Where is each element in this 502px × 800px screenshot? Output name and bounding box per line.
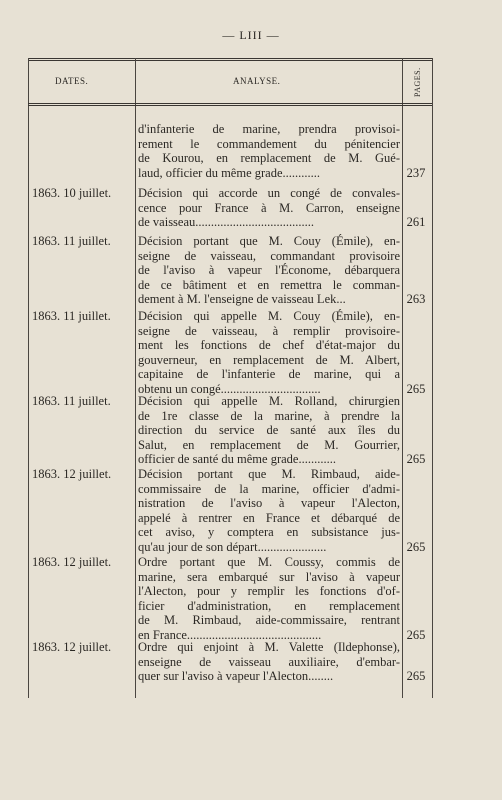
analysis-line: ficier d'administration, en remplacement	[138, 598, 400, 613]
analysis-line: d'infanterie de marine, prendra provisoi-	[138, 122, 400, 136]
analysis-line: enseigne de vaisseau auxiliaire, d'embar-	[138, 654, 400, 669]
entry-analysis	[138, 234, 400, 307]
entry-analysis	[138, 394, 400, 467]
analysis-line: Ordre qui enjoint à M. Valette (Ildephonse),	[138, 640, 400, 654]
analysis-line: Décision qui appelle M. Rolland, chirurgien	[138, 394, 400, 408]
analysis-line: Décision portant que M. Couy (Émile), en-	[138, 234, 400, 248]
analysis-line: l'Alecton, pour y remplir les fonctions d'of-	[138, 584, 400, 598]
column-header-pages: PAGES.	[413, 67, 422, 97]
analysis-line: en France...........................................	[138, 627, 322, 642]
analysis-line: Décision qui appelle M. Couy (Émile), en-	[138, 309, 400, 323]
column-header-dates: DATES.	[55, 76, 89, 86]
column-rule	[432, 58, 433, 698]
analysis-line: capitaine de l'infanterie de marine, qui a	[138, 367, 400, 381]
page-number: — LIII —	[222, 28, 280, 42]
column-header-analyse: ANALYSE.	[233, 76, 281, 86]
analysis-line: Décision qui accorde un congé de convales-	[138, 186, 400, 200]
entry-page-number: 261	[406, 215, 426, 229]
entry-date: 1863. 10 juillet.	[32, 186, 112, 200]
analysis-line: quer sur l'aviso à vapeur l'Alecton........	[138, 669, 334, 683]
entry-analysis	[138, 555, 400, 642]
analysis-line: de 1re classe de la marine, à prendre la	[138, 408, 400, 423]
analysis-line: direction du service de santé aux îles du	[138, 423, 400, 437]
analysis-line: commissaire de la marine, officier d'admi-	[138, 481, 400, 496]
entry-analysis	[138, 309, 400, 396]
analysis-line: de M. Rimbaud, aide-commissaire, rentrant	[138, 613, 400, 627]
entry-date: 1863. 12 juillet.	[32, 555, 112, 569]
entry-analysis	[138, 467, 400, 554]
header-rule	[28, 103, 432, 106]
analysis-line: qu'au jour de son départ......................	[138, 539, 327, 554]
analysis-line: cet aviso, y comptera en subsistance jus-	[138, 525, 400, 539]
entry-analysis	[138, 186, 400, 230]
analysis-line: de Kourou, en remplacement de M. Gué-	[138, 151, 400, 165]
entry-page-number: 265	[406, 381, 426, 396]
entry-page-number: 265	[406, 452, 426, 466]
entry-analysis	[138, 640, 400, 684]
entry-page-number: 265	[406, 627, 426, 642]
analysis-line: ment les fonctions de chef d'état-major du	[138, 338, 400, 352]
entry-analysis	[138, 122, 400, 180]
entry-date: 1863. 12 juillet.	[32, 640, 112, 654]
analysis-line: officier de santé du même grade............	[138, 452, 336, 466]
analysis-line: Décision portant que M. Rimbaud, aide-	[138, 467, 400, 481]
entry-page-number: 237	[406, 165, 426, 180]
analysis-line: de vaisseau......................................	[138, 215, 315, 229]
analysis-line: marine, sera embarqué sur l'aviso à vapeur	[138, 569, 400, 584]
analysis-line: obtenu un congé................................	[138, 381, 321, 396]
analysis-line: Ordre portant que M. Coussy, commis de	[138, 555, 400, 569]
analysis-line: laud, officier du même grade............	[138, 165, 321, 180]
entry-date: 1863. 12 juillet.	[32, 467, 112, 481]
analysis-line: rement le commandement du pénitencier	[138, 136, 400, 151]
entry-date: 1863. 11 juillet.	[32, 309, 111, 323]
entry-page-number: 265	[406, 669, 426, 683]
column-rule	[28, 58, 29, 698]
analysis-line: nistration de l'aviso à vapeur l'Alecton,	[138, 496, 400, 510]
analysis-line: dement à M. l'enseigne de vaisseau Lek...	[138, 292, 346, 306]
entry-date: 1863. 11 juillet.	[32, 394, 111, 408]
analysis-line: gouverneur, en remplacement de M. Albert,	[138, 352, 400, 367]
analysis-line: appelé à rentrer en France et débarqué de	[138, 510, 400, 525]
entry-page-number: 263	[406, 292, 426, 306]
analysis-line: de l'aviso à vapeur l'Économe, débarquera	[138, 263, 400, 277]
analysis-line: de ce bâtiment et en remettra le comman-	[138, 277, 400, 292]
column-rule	[135, 58, 136, 698]
analysis-line: Salut, en remplacement de M. Gourrier,	[138, 437, 400, 452]
analysis-line: cence pour France à M. Carron, enseigne	[138, 200, 400, 215]
analysis-line: seigne de vaisseau, à remplir provisoire-	[138, 323, 400, 338]
entry-date: 1863. 11 juillet.	[32, 234, 111, 248]
analysis-line: seigne de vaisseau, commandant provisoire	[138, 248, 400, 263]
entry-page-number: 265	[406, 539, 426, 554]
column-rule	[402, 58, 403, 698]
